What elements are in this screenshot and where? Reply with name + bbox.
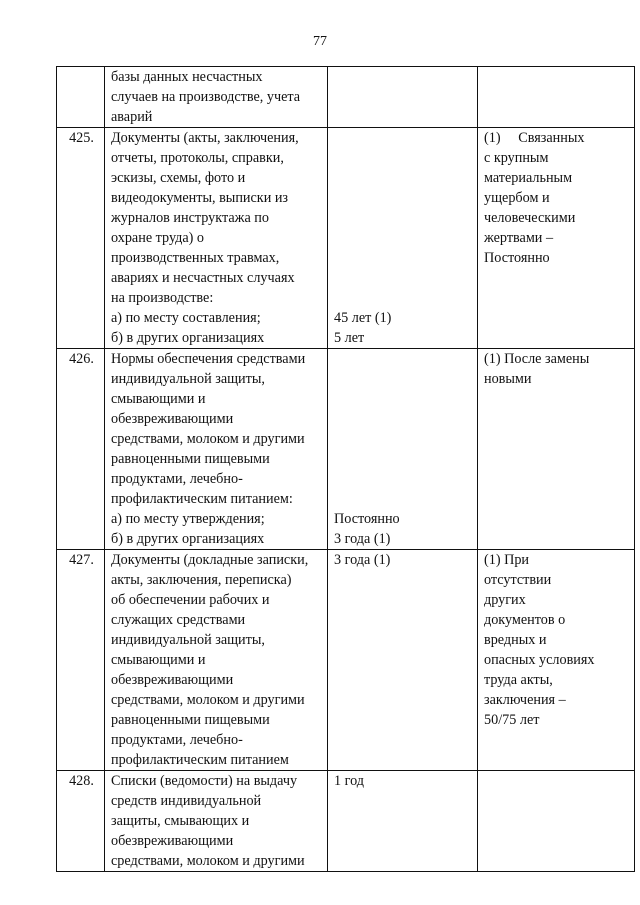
- document-name-line: защиты, смывающих и: [111, 813, 250, 829]
- retention-term-line: 3 года (1): [334, 552, 391, 568]
- retention-term-line: 1 год: [334, 773, 365, 789]
- document-name-line: профилактическим питанием: [111, 752, 289, 768]
- document-name-line: эскизы, схемы, фото и: [111, 170, 246, 186]
- document-name-line: авариях и несчастных случаях: [111, 270, 295, 286]
- document-name-line: б) в других организациях: [111, 330, 265, 346]
- document-name-line: служащих средствами: [111, 612, 246, 628]
- row-number: 428.: [57, 771, 105, 872]
- document-name-line: производственных травмах,: [111, 250, 280, 266]
- note-line: труда акты,: [484, 672, 553, 688]
- document-name-line: отчеты, протоколы, справки,: [111, 150, 284, 166]
- table-row: [57, 128, 635, 349]
- note-line: других: [484, 592, 526, 608]
- document-name-line: об обеспечении рабочих и: [111, 592, 270, 608]
- document-name-line: обезвреживающими: [111, 411, 234, 427]
- document-name-line: средствами, молоком и другими: [111, 853, 305, 869]
- retention-term-cell: [328, 550, 478, 771]
- note-line: с крупным: [484, 150, 549, 166]
- document-name-line: индивидуальной защиты,: [111, 371, 265, 387]
- note-line: отсутствии: [484, 572, 552, 588]
- table-row: [57, 550, 635, 771]
- records-table: [56, 66, 635, 872]
- note-line: (1) После замены: [484, 351, 590, 367]
- document-name-cell: [105, 67, 328, 128]
- document-name-cell: [105, 771, 328, 872]
- note-line: жертвами –: [484, 230, 554, 246]
- retention-term-line: Постоянно: [334, 511, 400, 527]
- note-cell: [478, 349, 635, 550]
- note-cell: [478, 67, 635, 128]
- document-name-line: профилактическим питанием:: [111, 491, 293, 507]
- document-name-line: Документы (докладные записки,: [111, 552, 309, 568]
- document-name-line: Нормы обеспечения средствами: [111, 351, 306, 367]
- document-name-line: обезвреживающими: [111, 672, 234, 688]
- document-name-line: равноценными пищевыми: [111, 451, 270, 467]
- note-line: материальным: [484, 170, 573, 186]
- document-name-line: смывающими и: [111, 652, 206, 668]
- note-line: ущербом и: [484, 190, 550, 206]
- retention-term-cell: [328, 67, 478, 128]
- row-number: 426.: [57, 349, 105, 550]
- note-line: человеческими: [484, 210, 576, 226]
- document-name-line: продуктами, лечебно-: [111, 732, 243, 748]
- document-name-line: аварий: [111, 109, 153, 125]
- document-name-line: акты, заключения, переписка): [111, 572, 292, 588]
- document-name-line: б) в других организациях: [111, 531, 265, 547]
- retention-term-cell: [328, 128, 478, 349]
- retention-term-line: 5 лет: [334, 330, 365, 346]
- note-line: (1) При: [484, 552, 530, 568]
- note-line: Постоянно: [484, 250, 550, 266]
- retention-term-line: 45 лет (1): [334, 310, 392, 326]
- document-name-line: смывающими и: [111, 391, 206, 407]
- table-row: [57, 771, 635, 872]
- document-name-line: обезвреживающими: [111, 833, 234, 849]
- note-line: документов о: [484, 612, 566, 628]
- table-row: [57, 349, 635, 550]
- row-number: 425.: [57, 128, 105, 349]
- note-line: новыми: [484, 371, 532, 387]
- note-cell: [478, 771, 635, 872]
- document-name-cell: [105, 550, 328, 771]
- document-name-line: средствами, молоком и другими: [111, 431, 305, 447]
- note-line: заключения –: [484, 692, 566, 708]
- document-name-cell: [105, 349, 328, 550]
- table-row: [57, 67, 635, 128]
- retention-term-cell: [328, 771, 478, 872]
- document-name-line: базы данных несчастных: [111, 69, 263, 85]
- note-cell: [478, 550, 635, 771]
- row-number: [57, 67, 105, 128]
- note-cell: [478, 128, 635, 349]
- document-name-line: Списки (ведомости) на выдачу: [111, 773, 298, 789]
- retention-term-cell: [328, 349, 478, 550]
- page-number: 77: [313, 34, 327, 49]
- document-name-line: Документы (акты, заключения,: [111, 130, 299, 146]
- note-line: опасных условиях: [484, 652, 595, 668]
- document-name-line: а) по месту составления;: [111, 310, 261, 326]
- note-line: 50/75 лет: [484, 712, 540, 728]
- document-name-line: продуктами, лечебно-: [111, 471, 243, 487]
- document-name-line: а) по месту утверждения;: [111, 511, 265, 527]
- document-name-line: средств индивидуальной: [111, 793, 262, 809]
- retention-term-line: 3 года (1): [334, 531, 391, 547]
- note-line: вредных и: [484, 632, 547, 648]
- document-name-line: случаев на производстве, учета: [111, 89, 301, 105]
- document-name-line: на производстве:: [111, 290, 214, 306]
- row-number: 427.: [57, 550, 105, 771]
- document-name-line: равноценными пищевыми: [111, 712, 270, 728]
- document-name-line: средствами, молоком и другими: [111, 692, 305, 708]
- note-line: (1) Связанных: [484, 130, 585, 146]
- document-name-line: охране труда) о: [111, 230, 205, 246]
- document-name-cell: [105, 128, 328, 349]
- document-name-line: видеодокументы, выписки из: [111, 190, 289, 206]
- document-name-line: журналов инструктажа по: [111, 210, 269, 226]
- document-name-line: индивидуальной защиты,: [111, 632, 265, 648]
